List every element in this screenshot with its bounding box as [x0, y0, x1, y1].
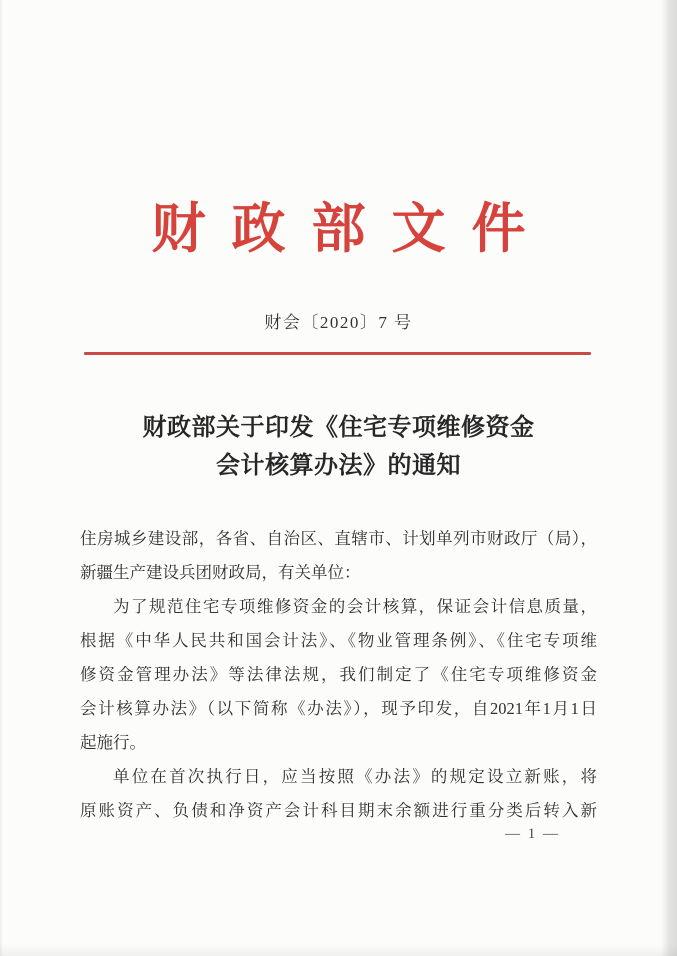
body-line: 会计核算办法》（以下简称《办法》），现予印发，自2021年1月1日: [80, 699, 597, 718]
scan-edge-shadow-bottom: [0, 944, 677, 956]
scan-edge-shadow-left: [0, 0, 3, 956]
body-line: 为了规范住宅专项维修资金的会计核算，保证会计信息质量，: [113, 597, 597, 616]
body-line: 住房城乡建设部，各省、自治区、直辖市、计划单列市财政厅（局），: [80, 529, 597, 548]
body-line: 根据《中华人民共和国会计法》、《物业管理条例》、《住宅专项维: [80, 631, 597, 650]
page-number: — 1 —: [505, 826, 560, 842]
letterhead-red-rule: [84, 352, 591, 355]
body-line: 单位在首次执行日，应当按照《办法》的规定设立新账，将: [113, 767, 597, 786]
body-line: 新疆生产建设兵团财政局，有关单位：: [80, 563, 361, 582]
notice-title: [0, 409, 677, 485]
document-number: 财会〔2020〕7 号: [264, 313, 413, 332]
notice-title-line1: 财政部关于印发《住宅专项维修资金: [142, 415, 535, 441]
scan-edge-shadow-right: [661, 0, 677, 956]
letterhead-agency-title: 财政部文件: [151, 199, 552, 259]
body-line: 修资金管理办法》等法律法规，我们制定了《住宅专项维修资金: [80, 665, 597, 684]
notice-title-line2: 会计核算办法》的通知: [216, 453, 461, 479]
body-line: 起施行。: [80, 733, 146, 752]
body-line: 原账资产、负债和净资产会计科目期末余额进行重分类后转入新: [80, 801, 597, 820]
notice-body: [80, 522, 597, 828]
